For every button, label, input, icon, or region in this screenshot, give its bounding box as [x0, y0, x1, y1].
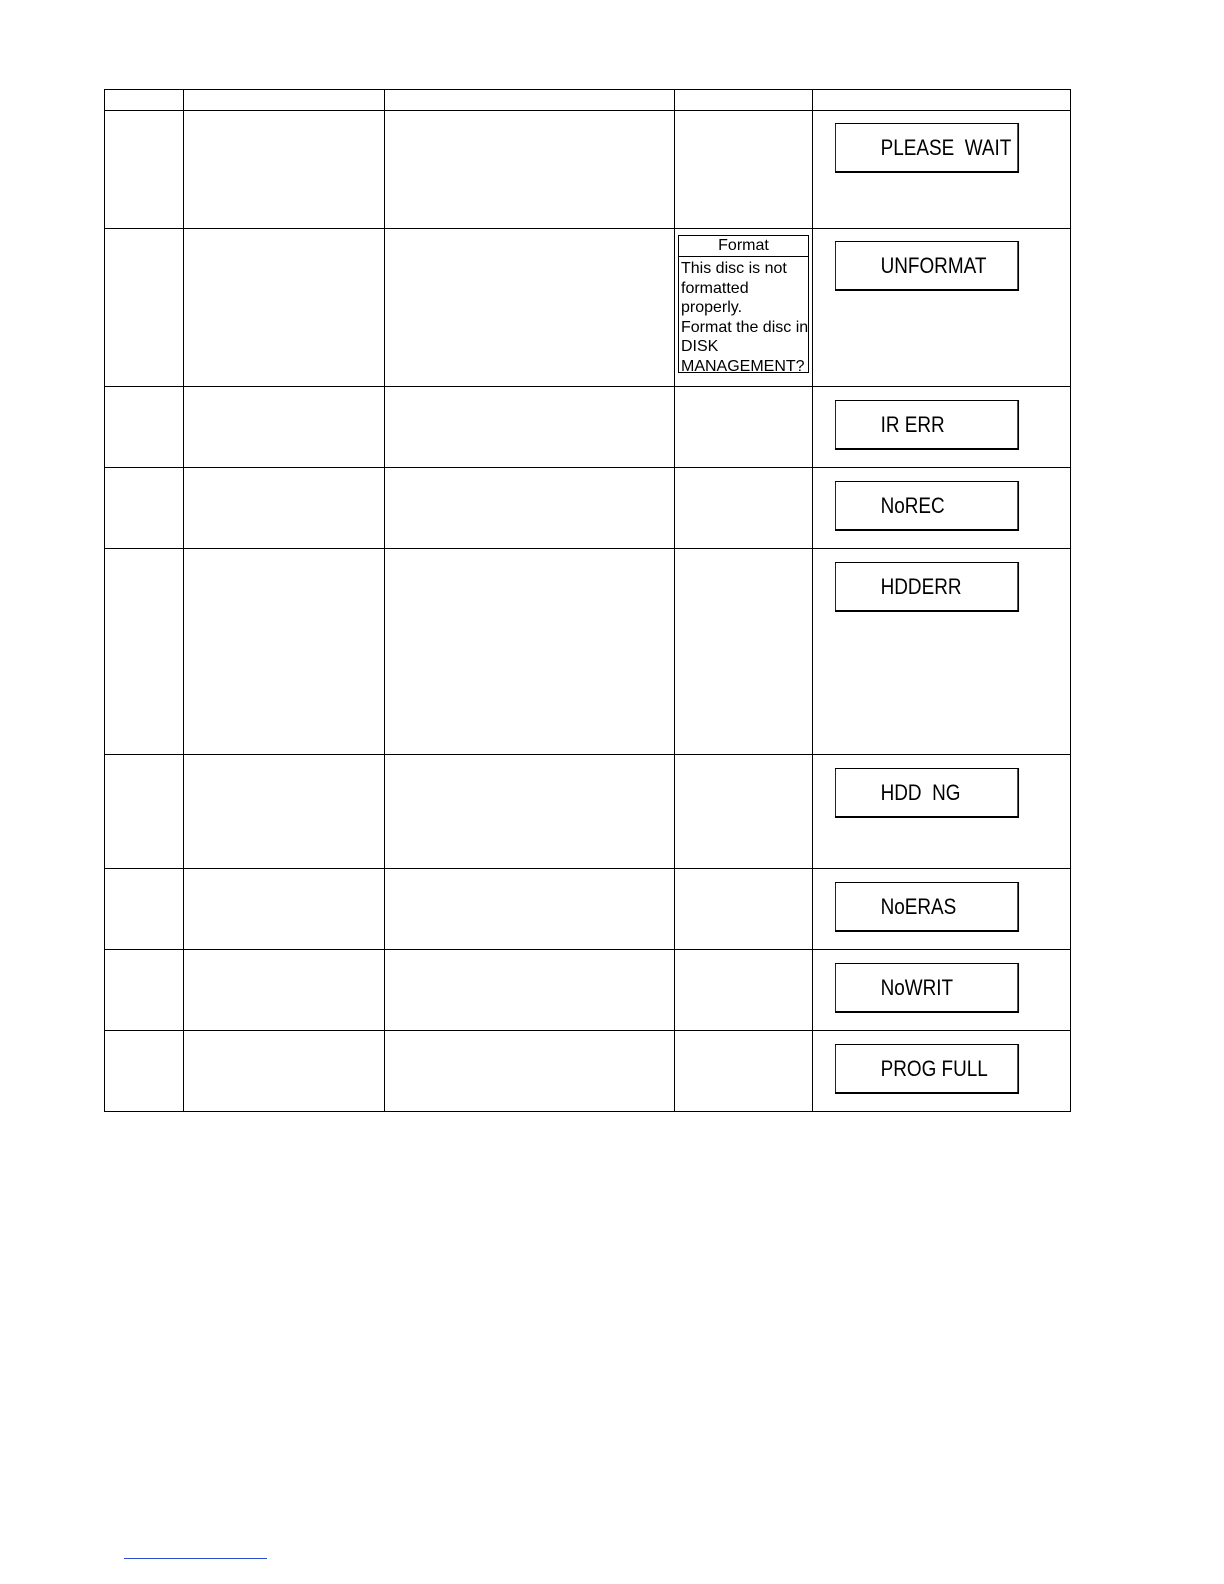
front-panel-display — [835, 400, 1019, 450]
display-text: HDDERR — [880, 574, 962, 599]
table-border-right — [1070, 89, 1071, 1112]
front-panel-display — [835, 1044, 1019, 1094]
column-divider-3 — [674, 89, 675, 1112]
message-body — [679, 257, 808, 376]
front-panel-display — [835, 241, 1019, 291]
header-row-divider — [104, 110, 1071, 111]
table-border-top — [104, 89, 1071, 90]
message-line: MANAGEMENT? — [681, 357, 805, 375]
display-text: UNFORMAT — [880, 253, 987, 278]
message-title: Format — [679, 236, 808, 257]
column-divider-1 — [183, 89, 184, 1112]
display-text: PROG FULL — [880, 1056, 988, 1081]
message-line: This disc is not — [681, 260, 787, 277]
message-line: DISK — [681, 338, 719, 355]
row-divider — [104, 949, 1071, 950]
row-divider — [104, 1030, 1071, 1031]
front-panel-display — [835, 481, 1019, 531]
on-screen-message-box — [678, 235, 809, 373]
front-panel-display — [835, 562, 1019, 612]
column-divider-2 — [384, 89, 385, 1112]
display-text: NoREC — [880, 493, 945, 518]
row-divider — [104, 548, 1071, 549]
message-line: formatted — [681, 279, 749, 297]
row-divider — [104, 386, 1071, 387]
row-divider — [104, 228, 1071, 229]
link-underline[interactable] — [124, 1558, 267, 1559]
front-panel-display — [835, 882, 1019, 932]
front-panel-display — [835, 963, 1019, 1013]
display-text: PLEASE WAIT — [880, 135, 1012, 160]
message-line: Format the disc in — [681, 318, 809, 336]
table-border-left — [104, 89, 105, 1112]
display-text: NoWRIT — [880, 975, 954, 1000]
display-text: HDD NG — [880, 780, 961, 805]
row-divider — [104, 467, 1071, 468]
row-divider — [104, 868, 1071, 869]
message-line: properly. — [681, 299, 743, 316]
front-panel-display — [835, 123, 1019, 173]
table-border-bottom — [104, 1111, 1071, 1112]
display-text: IR ERR — [880, 412, 945, 437]
display-text: NoERAS — [880, 894, 957, 919]
front-panel-display — [835, 768, 1019, 818]
column-divider-4 — [812, 89, 813, 1112]
row-divider — [104, 754, 1071, 755]
